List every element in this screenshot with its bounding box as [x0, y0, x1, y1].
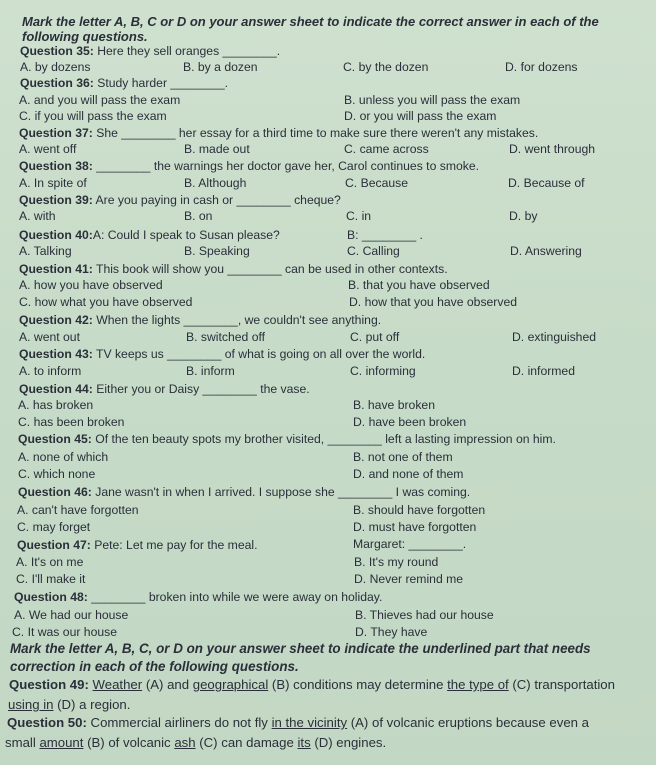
section-heading2-line1: Mark the letter A, B, C, or D on your answer sheet to indicate the underlined part that needs — [10, 641, 591, 656]
section-heading-line2: following questions. — [22, 29, 148, 44]
question-text: Either you or Daisy ________ — [96, 382, 257, 396]
underlined-part-c: the type of — [447, 677, 509, 692]
question-46 — [18, 485, 470, 500]
text-fragment: (C) transportation — [508, 677, 615, 692]
question-49-line2 — [8, 697, 130, 712]
option-d: D. informed — [512, 364, 575, 378]
option-d: D. by — [509, 209, 538, 223]
option-a: A. by dozens — [20, 60, 91, 74]
option-a: A. how you have observed — [19, 278, 163, 292]
option-c: C. how what you have observed — [19, 295, 193, 309]
question-text-cont: can be used in other contexts. — [285, 262, 448, 276]
question-40-reply: B: ________ . — [347, 228, 423, 242]
question-number: Question 43: — [19, 347, 93, 361]
underlined-part-b: geographical — [192, 677, 269, 692]
text-fragment: (D) engines. — [310, 735, 387, 750]
question-48 — [14, 590, 382, 605]
question-number: Question 35: — [20, 44, 94, 58]
question-text: Pete: Let me pay for the meal. — [94, 538, 258, 552]
question-text-cont: her essay for a third time to make sure there weren't any mistakes. — [178, 126, 539, 140]
option-a: A. Talking — [19, 244, 72, 258]
option-c: C. by the dozen — [343, 60, 429, 74]
option-b: B. should have forgotten — [353, 503, 486, 517]
underlined-part-d: using in — [8, 697, 54, 712]
question-text-cont: broken into while we were away on holiday. — [148, 590, 383, 604]
question-text: TV keeps us ________ — [96, 347, 222, 361]
option-c: C. informing — [350, 364, 416, 378]
option-d: D. Because of — [508, 176, 585, 190]
option-c: C. Because — [345, 176, 409, 190]
option-b: B. It's my round — [354, 555, 439, 569]
question-text: ________ — [91, 590, 146, 604]
option-a: A. went out — [19, 330, 80, 344]
option-d: D. how that you have observed — [349, 295, 518, 309]
option-d: D. went through — [509, 142, 596, 156]
question-text: Here they sell oranges ________. — [97, 44, 281, 58]
question-text: Are you paying in cash or ________ — [95, 193, 291, 207]
question-number: Question 37: — [19, 126, 93, 140]
question-number: Question 44: — [19, 382, 93, 396]
option-a: A. went off — [19, 142, 77, 156]
question-44 — [19, 382, 310, 397]
text-fragment: (C) can damage — [195, 735, 298, 750]
question-text-cont: left a lasting impression on him. — [385, 432, 556, 446]
question-number: Question 41: — [19, 262, 93, 276]
section-heading-line1: Mark the letter A, B, C or D on your answer sheet to indicate the correct answer in each of the — [22, 14, 599, 29]
question-text-cont: I was coming. — [395, 485, 471, 499]
question-text-cont: of what is going on all over the world. — [224, 347, 426, 361]
section-heading2-line2: correction in each of the following questions. — [10, 659, 299, 674]
option-c: C. if you will pass the exam — [19, 109, 167, 123]
option-b: B. inform — [186, 364, 235, 378]
question-text: A: Could I speak to Susan please? — [92, 228, 280, 242]
question-39 — [19, 193, 341, 208]
option-b: B. Although — [184, 176, 247, 190]
question-text: Jane wasn't in when I arrived. I suppose she ________ — [95, 485, 393, 499]
question-number: Question 47: — [17, 538, 91, 552]
question-number: Question 36: — [20, 76, 94, 90]
question-text-cont: we couldn't see anything. — [244, 313, 382, 327]
option-c: C. came across — [344, 142, 429, 156]
option-d: D. Never remind me — [354, 572, 464, 586]
text-fragment: small — [5, 735, 40, 750]
option-a: A. In spite of — [19, 176, 87, 190]
option-b: B. unless you will pass the exam — [344, 93, 521, 107]
question-text-cont: cheque? — [294, 193, 341, 207]
text-fragment: (A) and — [142, 677, 193, 692]
option-c: C. has been broken — [18, 415, 125, 429]
text-fragment: (B) conditions may determine — [268, 677, 448, 692]
option-d: D. and none of them — [353, 467, 464, 481]
option-d: D. or you will pass the exam — [344, 109, 497, 123]
question-number: Question 40: — [19, 228, 93, 242]
question-35 — [20, 44, 280, 59]
option-b: B. Thieves had our house — [355, 608, 494, 622]
option-d: D. Answering — [510, 244, 582, 258]
question-number: Question 38: — [19, 159, 93, 173]
option-b: B. made out — [184, 142, 250, 156]
option-c: C. I'll make it — [16, 572, 86, 586]
question-49-line1 — [9, 677, 615, 692]
option-b: B. Speaking — [184, 244, 250, 258]
question-50-line1 — [7, 715, 589, 730]
option-d: D. have been broken — [353, 415, 467, 429]
question-50-line2 — [5, 735, 386, 750]
option-c: C. may forget — [17, 520, 91, 534]
underlined-part-a: in the vicinity — [271, 715, 348, 730]
question-text-cont: the warnings her doctor gave her, Carol continues to smoke. — [153, 159, 480, 173]
option-a: A. We had our house — [14, 608, 129, 622]
question-number: Question 46: — [18, 485, 92, 499]
option-c: C. in — [346, 209, 372, 223]
option-c: C. It was our house — [12, 625, 117, 639]
option-a: A. can't have forgotten — [17, 503, 139, 517]
option-c: C. which none — [18, 467, 96, 481]
option-a: A. none of which — [18, 450, 109, 464]
option-a: A. It's on me — [16, 555, 84, 569]
question-text: This book will show you ________ — [96, 262, 282, 276]
text-fragment: (B) of volcanic — [83, 735, 175, 750]
option-a: A. with — [19, 209, 56, 223]
option-d: D. extinguished — [512, 330, 597, 344]
underlined-part-d: its — [297, 735, 311, 750]
question-47-reply: Margaret: ________. — [353, 537, 467, 551]
question-42 — [19, 313, 381, 328]
question-text: Of the ten beauty spots my brother visited, ________ — [95, 432, 382, 446]
question-text: She ________ — [96, 126, 176, 140]
question-number: Question 50: — [7, 715, 87, 730]
option-a: A. and you will pass the exam — [19, 93, 181, 107]
option-b: B. switched off — [186, 330, 266, 344]
question-43 — [19, 347, 425, 362]
option-a: A. has broken — [18, 398, 94, 412]
option-c: C. Calling — [347, 244, 400, 258]
question-number: Question 45: — [18, 432, 92, 446]
question-number: Question 48: — [14, 590, 88, 604]
option-b: B. on — [184, 209, 213, 223]
option-b: B. have broken — [353, 398, 435, 412]
question-text: When the lights ________, — [96, 313, 242, 327]
option-b: B. that you have observed — [348, 278, 490, 292]
option-b: B. not one of them — [353, 450, 453, 464]
option-d: D. They have — [355, 625, 428, 639]
question-number: Question 39: — [19, 193, 93, 207]
question-text: ________ — [96, 159, 151, 173]
question-text: Study harder ________. — [97, 76, 228, 90]
text-fragment: (D) a region. — [53, 697, 131, 712]
question-45 — [18, 432, 556, 447]
underlined-part-b: amount — [39, 735, 84, 750]
question-text-cont: the vase. — [260, 382, 310, 396]
option-d: D. must have forgotten — [353, 520, 477, 534]
text-fragment: Commercial airliners do not fly — [90, 715, 272, 730]
question-number: Question 49: — [9, 677, 89, 692]
question-36 — [20, 76, 228, 91]
question-38 — [19, 159, 479, 174]
question-number: Question 42: — [19, 313, 93, 327]
underlined-part-c: ash — [174, 735, 196, 750]
option-a: A. to inform — [19, 364, 82, 378]
option-b: B. by a dozen — [183, 60, 258, 74]
option-c: C. put off — [350, 330, 400, 344]
option-d: D. for dozens — [505, 60, 578, 74]
text-fragment: (A) of volcanic eruptions because even a — [347, 715, 589, 730]
question-47 — [17, 538, 257, 553]
question-40 — [19, 228, 280, 243]
underlined-part-a: Weather — [92, 677, 143, 692]
question-41 — [19, 262, 448, 277]
question-37 — [19, 126, 538, 141]
